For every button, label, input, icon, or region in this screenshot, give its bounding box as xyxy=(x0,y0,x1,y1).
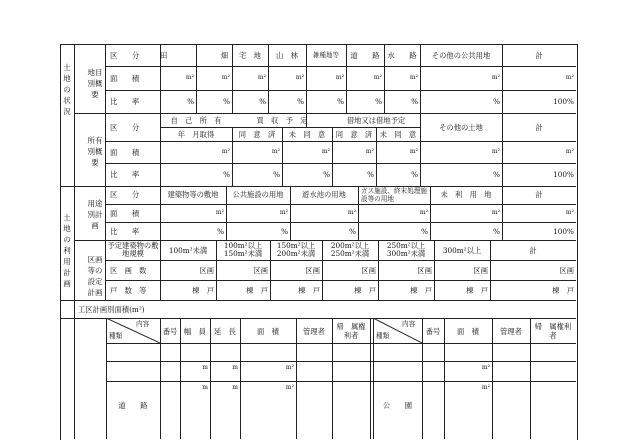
divider xyxy=(105,260,576,261)
usage-row-label: 面 積 xyxy=(110,209,140,218)
unit-ratio: % xyxy=(223,170,230,179)
unit-m: m xyxy=(232,364,238,371)
ownership-group-self: 自 己 所 有 xyxy=(170,116,222,125)
works-left-col: 管理者 xyxy=(303,327,325,336)
unit-ratio: % xyxy=(411,97,418,106)
unit-area: m² xyxy=(409,74,418,81)
unit-lot: 区画 xyxy=(199,266,214,275)
lots-col: 100m²未満 xyxy=(168,246,208,255)
section-label-land-use-plan: 土地の利用計画 xyxy=(63,213,71,288)
lots-col: 計 xyxy=(529,246,537,255)
works-header-content: 内容 xyxy=(402,320,416,328)
ownership-group-lease: 借地又は借地予定 xyxy=(346,116,406,125)
land-category-col: 田 xyxy=(160,51,168,60)
divider xyxy=(60,186,576,187)
divider xyxy=(444,318,445,439)
divider xyxy=(180,318,181,439)
unit-ratio: % xyxy=(259,97,266,106)
works-right-col: 管理者 xyxy=(500,327,522,336)
usage-col: ガス施設、終末処理施設等の用地 xyxy=(361,187,427,203)
works-right-col: 面 積 xyxy=(457,327,479,336)
divider xyxy=(332,318,333,439)
works-park-label: 公 園 xyxy=(382,401,413,410)
unit-area: m² xyxy=(185,74,194,81)
lots-col: 300m²以上 xyxy=(442,246,482,255)
unit-lot: 区画 xyxy=(305,266,320,275)
unit-household: 棟 戸 xyxy=(192,286,214,295)
unit-ratio: % xyxy=(411,170,418,179)
unit-ratio: % xyxy=(223,97,230,106)
unit-area: m² xyxy=(491,148,500,155)
lots-col: 100m²以上150m²未満 xyxy=(223,241,263,258)
usage-col: 未 利 用 地 xyxy=(440,190,492,199)
land-category-col: 道 路 xyxy=(350,51,380,60)
unit-lot: 区画 xyxy=(417,266,432,275)
unit-lot: 区画 xyxy=(559,266,574,275)
divider xyxy=(106,381,576,382)
unit-area: m² xyxy=(565,209,574,216)
unit-ratio: % xyxy=(297,97,304,106)
unit-area: m² xyxy=(221,148,230,155)
unit-area: m² xyxy=(321,148,330,155)
ownership-row-label: 面 積 xyxy=(110,148,140,157)
lots-title: 区画等の設定計画 xyxy=(87,255,103,297)
unit-household: 棟 戸 xyxy=(354,286,376,295)
unit-lot: 区画 xyxy=(473,266,488,275)
unit-ratio: % xyxy=(281,227,288,236)
unit-household: 棟 戸 xyxy=(298,286,320,295)
unit-area: m² xyxy=(335,74,344,81)
usage-col: 計 xyxy=(535,190,543,199)
divider xyxy=(105,90,576,91)
unit-area: m² xyxy=(215,209,224,216)
unit-area: m² xyxy=(481,364,490,371)
divider xyxy=(105,141,576,142)
unit-area: m² xyxy=(279,209,288,216)
ownership-not-agreed: 未 同 意 xyxy=(379,130,417,139)
land-category-col: 計 xyxy=(535,51,543,60)
divider xyxy=(60,300,576,301)
unit-m: m xyxy=(202,364,208,371)
divider xyxy=(105,280,576,281)
unit-area: m² xyxy=(347,209,356,216)
works-right-col: 番号 xyxy=(425,327,441,336)
divider xyxy=(105,163,576,164)
usage-col: 遊水池の用地 xyxy=(302,190,346,199)
works-left-col: 延 長 xyxy=(214,327,236,336)
unit-area: m² xyxy=(491,74,500,81)
unit-ratio: % xyxy=(323,170,330,179)
unit-ratio: % xyxy=(187,97,194,106)
divider xyxy=(105,66,576,67)
ownership-other: その他の土地 xyxy=(439,123,483,132)
usage-title: 用途別計画 xyxy=(87,199,103,230)
ownership-row-label: 区 分 xyxy=(110,123,140,132)
unit-m: m xyxy=(232,384,238,391)
unit-household: 棟 戸 xyxy=(552,286,574,295)
ownership-total: 計 xyxy=(535,123,543,132)
unit-household: 棟 戸 xyxy=(246,286,268,295)
lots-header: 予定建築物の敷地規模 xyxy=(107,241,159,258)
lots-col: 200m²以上250m²未満 xyxy=(330,241,370,258)
divider xyxy=(160,127,420,128)
unit-ratio: % xyxy=(367,170,374,179)
unit-area: m² xyxy=(481,384,490,391)
lots-col: 250m²以上300m²未満 xyxy=(386,241,426,258)
divider xyxy=(106,343,576,344)
section-label-land-status: 土地の状況 xyxy=(63,63,71,116)
works-left-col: 番号 xyxy=(162,327,178,336)
works-left-col: 帰 属権利者 xyxy=(336,322,366,340)
ownership-title: 所有別概要 xyxy=(87,136,103,167)
usage-col: 公共施設の用地 xyxy=(232,190,284,199)
land-category-row-label: 区 分 xyxy=(110,51,140,60)
unit-area: m² xyxy=(365,148,374,155)
lots-row-label: 戸 数 等 xyxy=(110,286,147,295)
unit-area: m² xyxy=(285,364,294,371)
works-left-col: 幅 員 xyxy=(184,327,206,336)
unit-lot: 区画 xyxy=(253,266,268,275)
unit-area: m² xyxy=(491,209,500,216)
lots-row-label: 区 画 数 xyxy=(110,266,147,275)
ownership-agreed: 同 意 済 xyxy=(238,130,276,139)
total-ratio: 100% xyxy=(553,97,574,106)
divider xyxy=(105,204,576,205)
works-header-kind: 種類 xyxy=(376,332,390,340)
ownership-group-purchase: 買 収 予 定 xyxy=(256,116,308,125)
divider xyxy=(106,361,576,362)
unit-area: m² xyxy=(373,74,382,81)
divider xyxy=(160,318,161,439)
unit-area: m² xyxy=(285,384,294,391)
works-left-col: 面 積 xyxy=(257,327,279,336)
divider xyxy=(105,222,576,223)
divider xyxy=(74,300,75,439)
unit-area: m² xyxy=(565,74,574,81)
divider xyxy=(240,318,241,439)
unit-lot: 区画 xyxy=(361,266,376,275)
ownership-not-agreed: 未 同 意 xyxy=(288,130,326,139)
unit-ratio: % xyxy=(217,227,224,236)
divider xyxy=(492,318,493,439)
unit-area: m² xyxy=(419,209,428,216)
unit-ratio: % xyxy=(493,170,500,179)
land-category-col: 宅 地 xyxy=(239,51,261,60)
divider xyxy=(74,113,576,114)
works-road-label: 道 路 xyxy=(118,401,148,410)
unit-m: m xyxy=(202,384,208,391)
divider xyxy=(74,44,75,300)
land-category-col: 水 路 xyxy=(387,51,417,60)
works-header-kind: 種類 xyxy=(109,332,123,340)
divider xyxy=(296,318,297,439)
unit-area: m² xyxy=(565,148,574,155)
usage-row-label: 比 率 xyxy=(110,227,140,236)
unit-area: m² xyxy=(409,148,418,155)
unit-ratio: % xyxy=(349,227,356,236)
land-category-row-label: 面 積 xyxy=(110,74,140,83)
unit-household: 棟 戸 xyxy=(410,286,432,295)
unit-ratio: % xyxy=(375,97,382,106)
divider xyxy=(530,318,531,439)
unit-area: m² xyxy=(221,74,230,81)
unit-ratio: % xyxy=(337,97,344,106)
ownership-row-label: 比 率 xyxy=(110,170,140,179)
total-ratio: 100% xyxy=(553,170,574,179)
unit-ratio: % xyxy=(273,170,280,179)
total-ratio: 100% xyxy=(553,227,574,236)
unit-area: m² xyxy=(257,74,266,81)
land-category-row-label: 比 率 xyxy=(110,97,140,106)
land-category-col: 畑 xyxy=(220,51,228,60)
divider xyxy=(210,318,211,439)
works-header-content: 内容 xyxy=(136,320,150,328)
unit-ratio: % xyxy=(493,97,500,106)
unit-ratio: % xyxy=(421,227,428,236)
usage-row-label: 区 分 xyxy=(110,190,140,199)
unit-ratio: % xyxy=(493,227,500,236)
ownership-agreed: 同 意 済 xyxy=(335,130,373,139)
divider xyxy=(422,318,423,439)
land-category-col: その他の公共用地 xyxy=(431,51,491,60)
works-title: 工区計画別面積(m²) xyxy=(78,305,145,314)
lots-col: 150m²以上200m²未満 xyxy=(276,241,316,258)
unit-area: m² xyxy=(271,148,280,155)
unit-area: m² xyxy=(295,74,304,81)
unit-household: 棟 戸 xyxy=(466,286,488,295)
land-category-title: 地目別概要 xyxy=(87,68,103,99)
works-right-col: 帰 属権利者 xyxy=(534,322,572,340)
land-category-col: 雑種地等 xyxy=(313,51,339,59)
usage-col: 建築物等の敷地 xyxy=(167,190,219,199)
divider xyxy=(370,318,371,439)
ownership-date: 年 月取得 xyxy=(177,130,215,139)
land-category-col: 山 林 xyxy=(276,51,298,60)
